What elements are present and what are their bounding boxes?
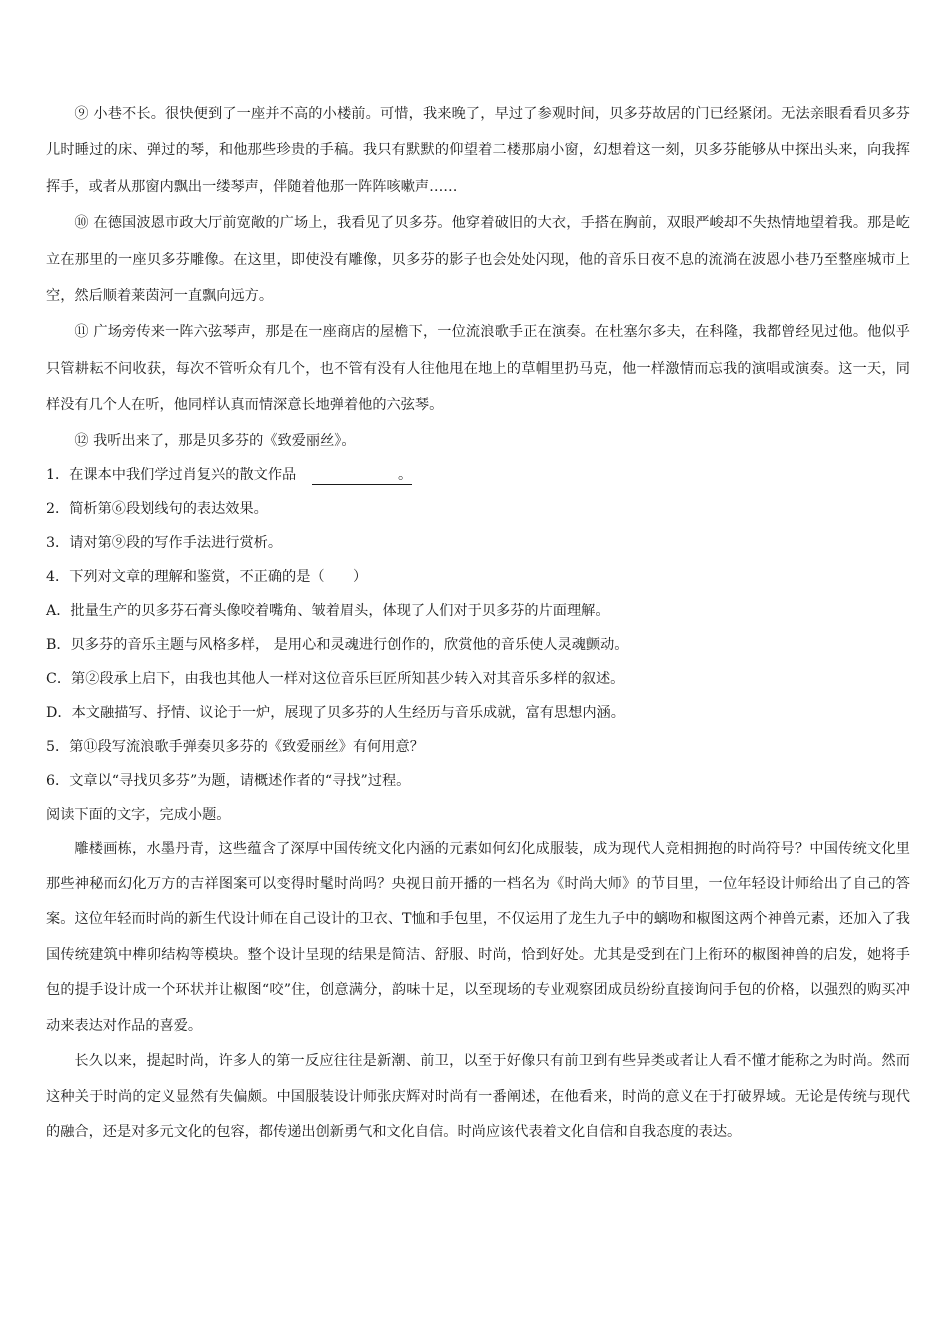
passage-two-paragraph-2: 长久以来，提起时尚，许多人的第一反应往往是新潮、前卫，以至于好像只有前卫到有些异类或者让人看不懂才能称之为时尚。然而这种关于时尚的定义显然有失偏颇。中国服装设计师张庆辉对时尚有一番阐述，在他看来，时尚的意义在于打破界域。无论是传统与现代的融合，还是对多元文化的包容，都传递出创新勇气和文化自信。时尚应该代表着文化自信和自我态度的表达。	[46, 1053, 910, 1140]
question-1-text: 1．在课本中我们学过肖复兴的散文作品	[46, 466, 297, 483]
passage-one	[46, 96, 910, 458]
document-page	[46, 96, 910, 1150]
paragraph-12: ⑫ 我听出来了，那是贝多芬的《致爱丽丝》。	[74, 432, 356, 449]
question-3: 3．请对第⑨段的写作手法进行赏析。	[46, 534, 283, 551]
question-2: 2．简析第⑥段划线句的表达效果。	[46, 500, 268, 517]
option-b: B．贝多芬的音乐主题与风格多样， 是用心和灵魂进行创作的，欣赏他的音乐使人灵魂颤动。	[46, 636, 629, 653]
question-list	[46, 458, 910, 832]
option-a: A．批量生产的贝多芬石膏头像咬着嘴角、皱着眉头，体现了人们对于贝多芬的片面理解。	[46, 602, 610, 619]
question-6: 6．文章以“寻找贝多芬”为题，请概述作者的“寻找”过程。	[46, 772, 411, 789]
paragraph-9: ⑨ 小巷不长。很快便到了一座并不高的小楼前。可惜，我来晚了，早过了参观时间，贝多芬故居的门已经紧闭。无法亲眼看看贝多芬儿时睡过的床、弹过的琴，和他那些珍贵的手稿。我只有默默的仰望着二楼那扇小窗，幻想着这一刻，贝多芬能够从中探出头来，向我挥挥手，或者从那窗内飘出一缕琴声，伴随着他那一阵阵咳嗽声……	[46, 106, 910, 195]
question-4: 4．下列对文章的理解和鉴赏，不正确的是（ ）	[46, 568, 368, 585]
passage-two-paragraph-1: 雕楼画栋，水墨丹青，这些蕴含了深厚中国传统文化内涵的元素如何幻化成服装，成为现代人竞相拥抱的时尚符号？中国传统文化里那些神秘而幻化万方的吉祥图案可以变得时髦时尚吗？央视日前开播的一档名为《时尚大师》的节目里，一位年轻设计师给出了自己的答案。这位年轻而时尚的新生代设计师在自己设计的卫衣、T恤和手包里，不仅运用了龙生九子中的螭吻和椒图这两个神兽元素，还加入了我国传统建筑中榫卯结构等模块。整个设计呈现的结果是简洁、舒服、时尚，恰到好处。尤其是受到在门上衔环的椒图神兽的启发，她将手包的提手设计成一个环状并让椒图“咬”住，创意满分，韵味十足，以至现场的专业观察团成员纷纷直接询问手包的价格，以强烈的购买冲动来表达对作品的喜爱。	[46, 840, 910, 1034]
paragraph-10: ⑩ 在德国波恩市政大厅前宽敞的广场上，我看见了贝多芬。他穿着破旧的大衣，手搭在胸前，双眼严峻却不失热情地望着我。那是屹立在那里的一座贝多芬雕像。在这里，即使没有雕像，贝多芬的影子也会处处闪现，他的音乐日夜不息的流淌在波恩小巷乃至整座城市上空，然后顺着莱茵河一直飘向远方。	[46, 215, 910, 305]
passage-two	[46, 832, 910, 1151]
option-d: D．本文融描写、抒情、议论于一炉，展现了贝多芬的人生经历与音乐成就，富有思想内涵。	[46, 704, 625, 721]
question-1	[46, 458, 910, 492]
section-intro: 阅读下面的文字，完成小题。	[46, 806, 231, 823]
answer-blank[interactable]: 。	[312, 466, 412, 485]
option-c: C．第②段承上启下，由我也其他人一样对这位音乐巨匠所知甚少转入对其音乐多样的叙述。	[46, 670, 625, 687]
question-5: 5．第⑪段写流浪歌手弹奏贝多芬的《致爱丽丝》有何用意？	[46, 738, 424, 755]
paragraph-11: ⑪ 广场旁传来一阵六弦琴声，那是在一座商店的屋檐下，一位流浪歌手正在演奏。在杜塞尔多夫，在科隆，我都曾经见过他。他似乎只管耕耘不问收获，每次不管听众有几个，也不管有没有人往他甩在地上的草帽里扔马克，他一样激情而忘我的演唱或演奏。这一天，同样没有几个人在听，他同样认真而情深意长地弹着他的六弦琴。	[46, 324, 910, 414]
